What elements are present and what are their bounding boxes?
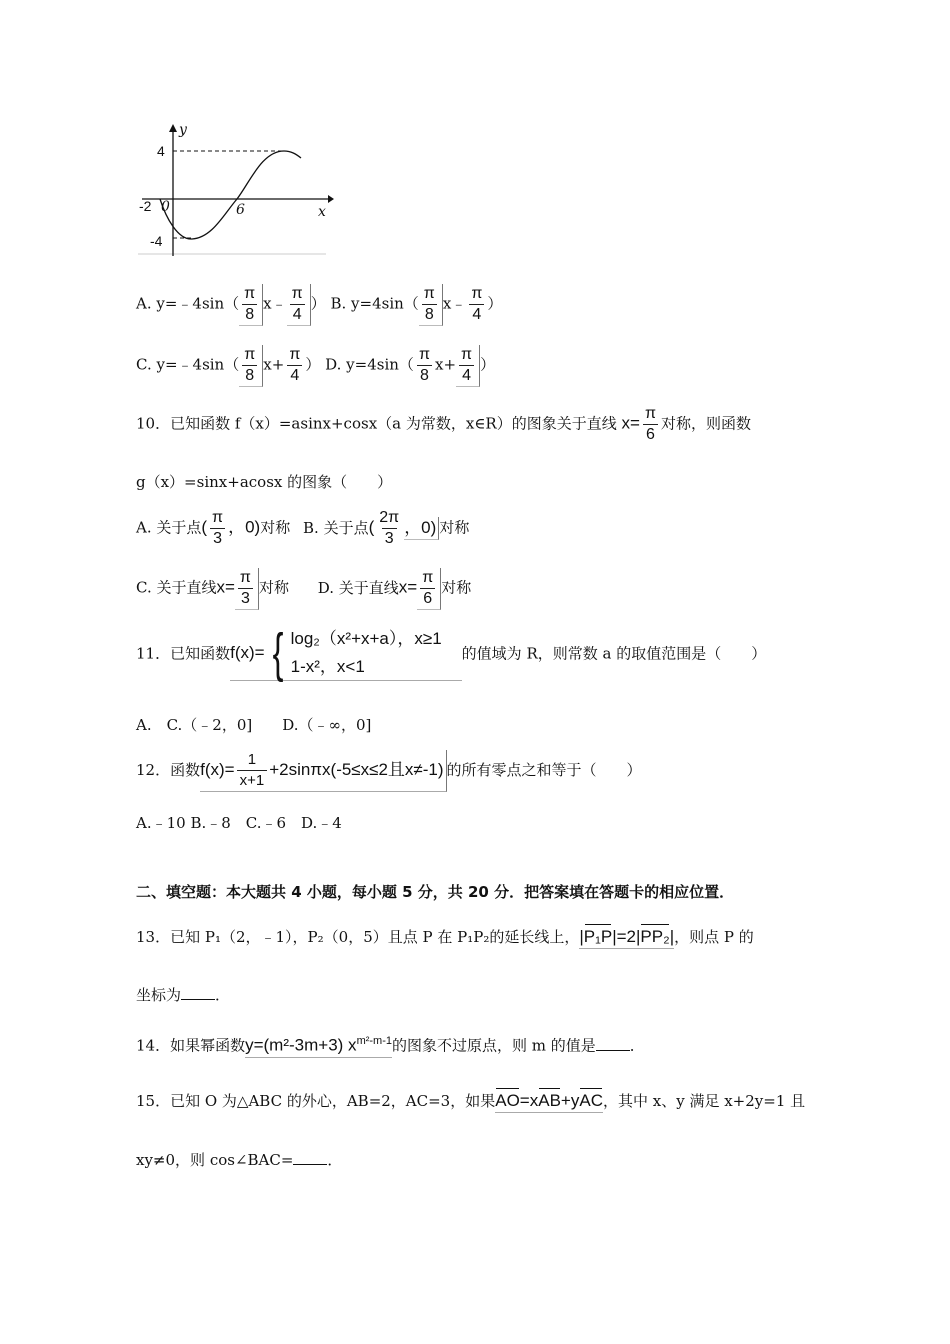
sine-graph <box>136 118 336 260</box>
y-axis-label: y <box>179 122 187 138</box>
q10-stem-2: g（x）=sinx+acosx 的图象（ ） <box>136 473 393 491</box>
q12-options: A.﹣10 B.﹣8 C.﹣6 D.﹣4 <box>136 814 342 832</box>
answer-blank[interactable] <box>181 999 215 1000</box>
q12-stem: 12．函数f(x)= $\frac{1}{x+1}$ +2sinπx(-5≤x≤2且x≠-1) 的所有零点之和等于（ ） <box>136 750 642 792</box>
q14-stem: 14．如果幂函数y=(m²-3m+3) $x^{m^2-m-1}$的图象不过原点，则 m 的值是 ． <box>136 1030 645 1058</box>
q11-stem: 11．已知函数 f(x)= { log₂（x²+x+a），x≥1 1-x²，x<1 的值域为 R，则常数 a 的取值范围是（ ） <box>136 623 767 683</box>
q10-options-ab: A. 关于点( $\frac{\pi}{3}$ ，0)对称 B. 关于点( $\frac{2\pi}{3}$ ，0) 对称 <box>136 509 470 547</box>
section-heading: 二、填空题：本大题共 4 小题，每小题 5 分，共 20 分．把答案填在答题卡的相应位置． <box>136 883 735 901</box>
answer-blank[interactable] <box>293 1164 327 1165</box>
sine-curve <box>160 151 301 239</box>
q10-stem: 10．已知函数 f（x）=asinx+cosx（a 为常数，x∈R）的图象关于直线 x= $\frac{\pi}{6}$ 对称，则函数 <box>136 405 751 443</box>
x-axis-label: x <box>318 204 326 220</box>
q9-options-cd: C. y=﹣4sin（ $\frac{\pi}{8}$ x+ $\frac{\pi}{4}$ ） D. y=4sin（ $\frac{\pi}{8}$ x+ $\frac{\pi}{4}$ ） <box>136 345 495 387</box>
label-neg4: -4 <box>150 233 163 249</box>
q15-stem-2: xy≠0，则 cos∠BAC= ． <box>136 1151 343 1169</box>
label-neg2: -2 <box>139 198 152 214</box>
answer-blank[interactable] <box>596 1050 630 1051</box>
q13-stem: 13．已知 P₁（2，﹣1），P₂（0，5）且点 P 在 P₁P₂的延长线上，|P₁P|=2|PP₂|，则点 P 的 <box>136 926 754 949</box>
q15-stem: 15．已知 O 为△ABC 的外心，AB=2，AC=3，如果AO=xAB+yAC，其中 x、y 满足 x+2y=1 且 <box>136 1090 805 1113</box>
q9-options-ab: A. y=﹣4sin（ $\frac{\pi}{8}$ x﹣ $\frac{\pi}{4}$ ） B. y=4sin（ $\frac{\pi}{8}$ x﹣ $\frac{\pi}{4}$ ） <box>136 284 502 326</box>
label-6: 6 <box>236 202 245 218</box>
q11-options: A. C.（﹣2，0] D.（﹣∞，0] <box>136 716 372 734</box>
label-4: 4 <box>157 143 165 159</box>
q10-options-cd: C. 关于直线x= $\frac{\pi}{3}$ 对称 D. 关于直线x= $\frac{\pi}{6}$ 对称 <box>136 568 471 610</box>
q13-stem-2: 坐标为 ． <box>136 986 231 1004</box>
label-0: 0 <box>161 199 170 215</box>
